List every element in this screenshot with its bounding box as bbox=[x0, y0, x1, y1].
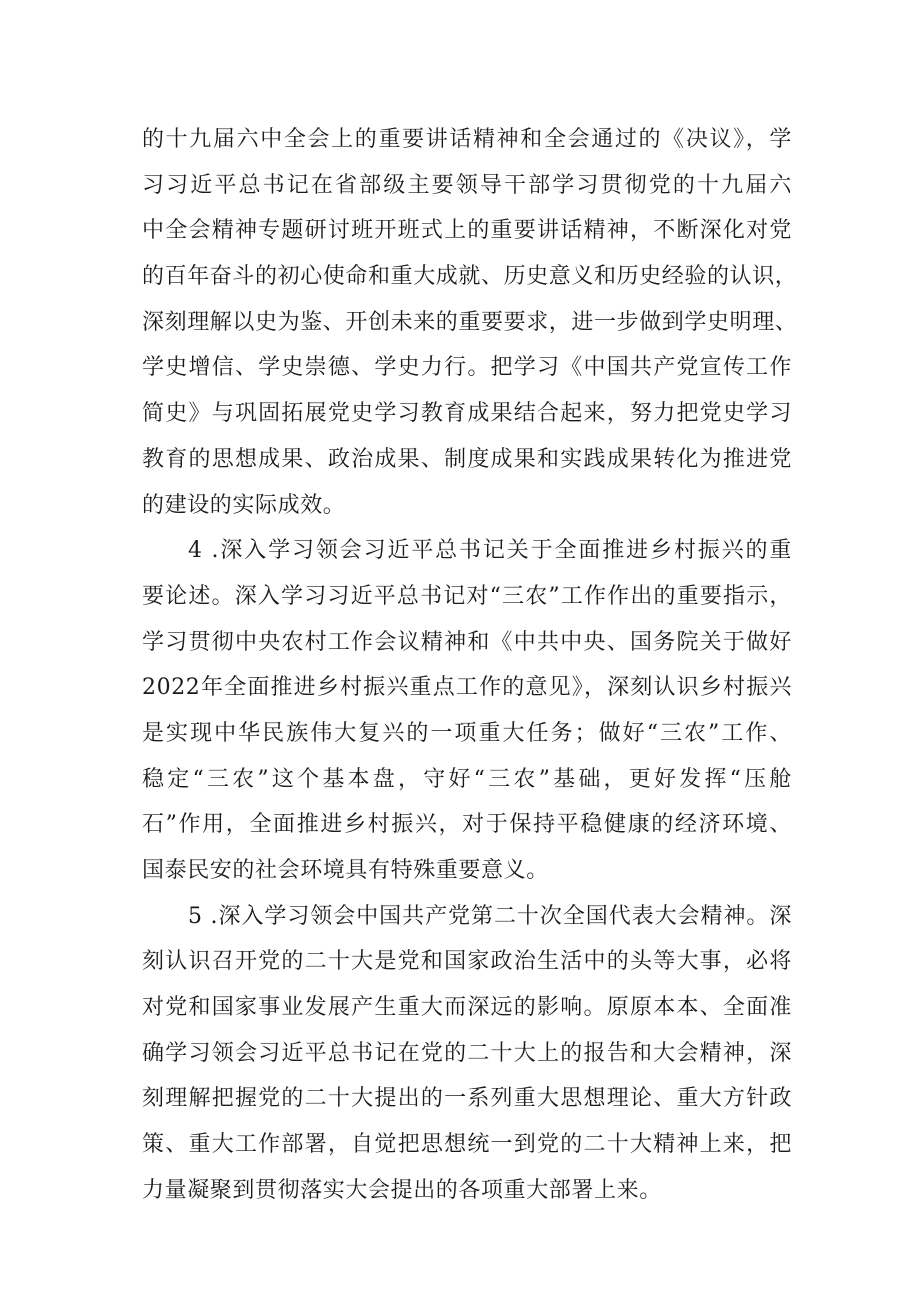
text-line: 的十九届六中全会上的重要讲话精神和全会通过的《决议》，学 bbox=[142, 127, 792, 152]
paragraph-item-4 bbox=[142, 528, 792, 894]
text-line: 刻认识召开党的二十大是党和国家政治生活中的头等大事，必将 bbox=[142, 949, 792, 975]
text-line: 习习近平总书记在省部级主要领导干部学习贯彻党的十九届六 bbox=[142, 172, 792, 198]
paragraph-continuation bbox=[142, 117, 798, 528]
text-line: 2022年全面推进乡村振兴重点工作的意见》，深刻认识乡村振兴 bbox=[142, 675, 792, 701]
text-line: 力量凝聚到贯彻落实大会提出的各项重大部署上来。 bbox=[142, 1177, 662, 1203]
text-line: 的百年奋斗的初心使命和重大成就、历史意义和历史经验的认识， bbox=[142, 264, 798, 290]
text-line: 对党和国家事业发展产生重大而深远的影响。原原本本、全面准 bbox=[142, 995, 792, 1021]
text-line: 深刻理解以史为鉴、开创未来的重要要求，进一步做到学史明理、 bbox=[142, 309, 798, 335]
text-line: 学史增信、学史崇德、学史力行。把学习《中国共产党宣传工作 bbox=[142, 355, 792, 381]
text-line: 稳定“三农”这个基本盘，守好“三农”基础，更好发挥“压舱 bbox=[142, 766, 792, 792]
text-line: 学习贯彻中央农村工作会议精神和《中共中央、国务院关于做好 bbox=[142, 629, 792, 655]
text-line: 要论述。深入学习习近平总书记对“三农”工作作出的重要指示， bbox=[142, 583, 792, 609]
text-line: 5 .深入学习领会中国共产党第二十次全国代表大会精神。深 bbox=[188, 903, 792, 929]
text-line: 确学习领会习近平总书记在党的二十大上的报告和大会精神，深 bbox=[142, 1040, 792, 1066]
text-line: 中全会精神专题研讨班开班式上的重要讲话精神，不断深化对党 bbox=[142, 218, 792, 244]
text-line: 刻理解把握党的二十大提出的一系列重大思想理论、重大方针政 bbox=[142, 1086, 792, 1112]
text-line: 的建设的实际成效。 bbox=[142, 492, 346, 518]
text-line: 4 .深入学习领会习近平总书记关于全面推进乡村振兴的重 bbox=[188, 538, 792, 564]
document-body bbox=[142, 117, 798, 1214]
text-line: 是实现中华民族伟大复兴的一项重大任务；做好“三农”工作、 bbox=[142, 720, 792, 746]
text-line: 教育的思想成果、政治成果、制度成果和实践成果转化为推进党 bbox=[142, 446, 792, 472]
text-line: 石”作用，全面推进乡村振兴，对于保持平稳健康的经济环境、 bbox=[142, 812, 792, 838]
paragraph-item-5 bbox=[142, 894, 792, 1214]
text-line: 简史》与巩固拓展党史学习教育成果结合起来，努力把党史学习 bbox=[142, 401, 792, 427]
text-line: 国泰民安的社会环境具有特殊重要意义。 bbox=[142, 858, 549, 883]
text-line: 策、重大工作部署，自觉把思想统一到党的二十大精神上来，把 bbox=[142, 1132, 792, 1158]
